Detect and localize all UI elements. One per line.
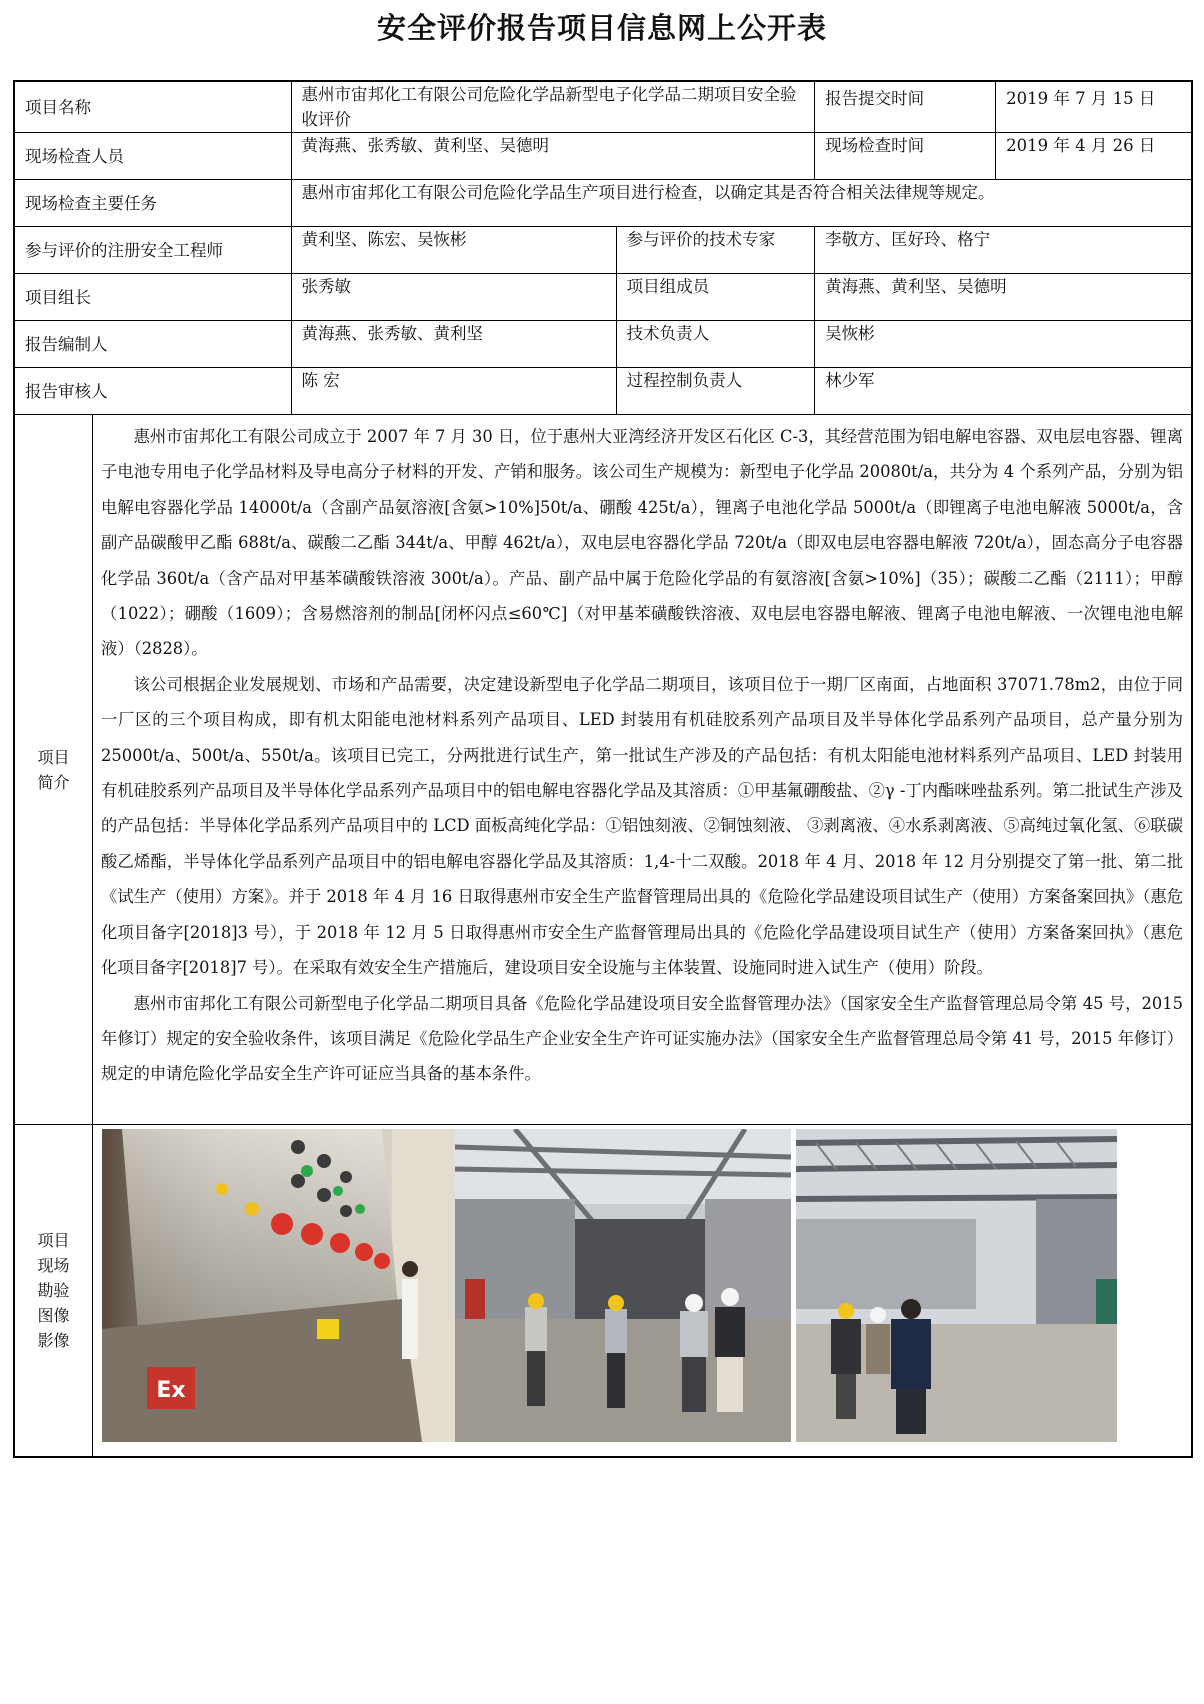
project-name-value: 惠州市宙邦化工有限公司危险化学品新型电子化学品二期项目安全验收评价 bbox=[291, 81, 815, 133]
info-table bbox=[13, 80, 1193, 1458]
task-label: 现场检查主要任务 bbox=[14, 180, 291, 227]
ex-sign: Ex bbox=[156, 1378, 186, 1403]
page-title: 安全评价报告项目信息网上公开表 bbox=[376, 11, 827, 45]
compiler-value: 黄海燕、张秀敏、黄利坚 bbox=[291, 321, 616, 368]
process-lead-value: 林少军 bbox=[815, 368, 1192, 415]
photos-label-line2: 现场 bbox=[37, 1255, 70, 1275]
photos-label-line1: 项目 bbox=[37, 1230, 70, 1250]
submit-time-value: 2019 年 7 月 15 日 bbox=[996, 81, 1192, 133]
compiler-label: 报告编制人 bbox=[14, 321, 291, 368]
reviewer-value: 陈 宏 bbox=[291, 368, 616, 415]
intro-paragraph-1: 惠州市宙邦化工有限公司成立于 2007 年 7 月 30 日，位于惠州大亚湾经济开发区石化区 C-3，其经营范围为铝电解电容器、双电层电容器、锂离子电池专用电子化学品材料及导电高分子材料的开发、产销和服务。该公司生产规模为：新型电子化学品 20080t/a，共分为 4 个系列产品，分别为铝电解电容器化学品 14000t/a（含副产品氨溶液[含氨>10%]50t/a、硼酸 425t/a），锂离子电池化学品 5000t/a（即锂离子电池电解液 5000t/a，含副产品碳酸甲乙酯 688t/a、碳酸二乙酯 344t/a、甲醇 462t/a），双电层电容器化学品 720t/a（即双电层电容器电解液 720t/a），固态高分子电容器化学品 360t/a（含产品对甲基苯磺酸铁溶液 300t/a）。产品、副产品中属于危险化学品的有氨溶液[含氨>10%]（35）；碳酸二乙酯（2111）；甲醇（1022）；硼酸（1609）；含易燃溶剂的制品[闭杯闪点≤60℃]（对甲基苯磺酸铁溶液、双电层电容器电解液、锂离子电池电解液、一次锂电池电解液）（2828）。 bbox=[101, 427, 1183, 659]
intro-label-line1: 项目 bbox=[37, 747, 70, 767]
members-label: 项目组成员 bbox=[616, 274, 815, 321]
task-value: 惠州市宙邦化工有限公司危险化学品生产项目进行检查，以确定其是否符合相关法律规等规定。 bbox=[291, 180, 1192, 227]
inspect-time-value: 2019 年 4 月 26 日 bbox=[996, 133, 1192, 180]
site-inspection-photo-1 bbox=[455, 1129, 791, 1442]
submit-time-label: 报告提交时间 bbox=[815, 81, 996, 133]
engineers-label: 参与评价的注册安全工程师 bbox=[14, 227, 291, 274]
intro-paragraph-3: 惠州市宙邦化工有限公司新型电子化学品二期项目具备《危险化学品建设项目安全监督管理办法》（国家安全生产监督管理总局令第 45 号，2015 年修订）规定的安全验收条件，该项目满足《危险化学品生产企业安全生产许可证实施办法》（国家安全生产监督管理总局令第 41 号，2015 年修订）规定的申请危险化学品安全生产许可证应当具备的基本条件。 bbox=[101, 993, 1183, 1084]
experts-value: 李敬方、匡好玲、格宁 bbox=[815, 227, 1192, 274]
intro-label-line2: 简介 bbox=[37, 772, 70, 792]
engineers-value: 黄利坚、陈宏、吴恢彬 bbox=[291, 227, 616, 274]
control-box-photo bbox=[102, 1129, 460, 1442]
process-lead-label: 过程控制负责人 bbox=[616, 368, 815, 415]
project-name-label: 项目名称 bbox=[14, 81, 291, 133]
experts-label: 参与评价的技术专家 bbox=[616, 227, 815, 274]
photos-label-line5: 影像 bbox=[37, 1330, 70, 1350]
photos-label-line4: 图像 bbox=[37, 1305, 70, 1325]
photos-label-line3: 勘验 bbox=[37, 1280, 70, 1300]
inspectors-label: 现场检查人员 bbox=[14, 133, 291, 180]
intro-paragraph-2: 该公司根据企业发展规划、市场和产品需要，决定建设新型电子化学品二期项目，该项目位于一期厂区南面，占地面积 37071.78m2，由位于同一厂区的三个项目构成，即有机太阳能电池材料系列产品项目、LED 封装用有机硅胶系列产品项目及半导体化学品系列产品项目，总产量分别为 25000t/a、500t/a、550t/a。该项目已完工，分两批进行试生产，第一批试生产涉及的产品包括：有机太阳能电池材料系列产品项目、LED 封装用有机硅胶系列产品项目及半导体化学品系列产品项目中的铝电解电容器化学品及其溶质：①甲基氟硼酸盐、②γ -丁内酯咪唑盐系列。第二批试生产涉及的产品包括：半导体化学品系列产品项目中的 LCD 面板高纯化学品：①铝蚀刻液、②铜蚀刻液、 ③剥离液、④水系剥离液、⑤高纯过氧化氢、⑥联碳酸乙烯酯，半导体化学品系列产品项目中的铝电解电容器化学品及其溶质：1,4-十二双酸。2018 年 4 月、2018 年 12 月分别提交了第一批、第二批《试生产（使用）方案》。并于 2018 年 4 月 16 日取得惠州市安全生产监督管理局出具的《危险化学品建设项目试生产（使用）方案备案回执》（惠危化项目备字[2018]3 号），于 2018 年 12 月 5 日取得惠州市安全生产监督管理局出具的《危险化学品建设项目试生产（使用）方案备案回执》（惠危化项目备字[2018]7 号）。在采取有效安全生产措施后，建设项目安全设施与主体装置、设施同时进入试生产（使用）阶段。 bbox=[101, 674, 1183, 978]
inspectors-value: 黄海燕、张秀敏、黄利坚、吴德明 bbox=[291, 133, 815, 180]
photos-cell bbox=[93, 1125, 1192, 1457]
intro-label bbox=[14, 415, 93, 1125]
leader-value: 张秀敏 bbox=[291, 274, 616, 321]
inspect-time-label: 现场检查时间 bbox=[815, 133, 996, 180]
members-value: 黄海燕、黄利坚、吴德明 bbox=[815, 274, 1192, 321]
site-inspection-photo-2 bbox=[796, 1129, 1117, 1442]
photos-label bbox=[14, 1125, 93, 1457]
reviewer-label: 报告审核人 bbox=[14, 368, 291, 415]
leader-label: 项目组长 bbox=[14, 274, 291, 321]
intro-text bbox=[93, 415, 1192, 1125]
tech-lead-value: 吴恢彬 bbox=[815, 321, 1192, 368]
tech-lead-label: 技术负责人 bbox=[616, 321, 815, 368]
